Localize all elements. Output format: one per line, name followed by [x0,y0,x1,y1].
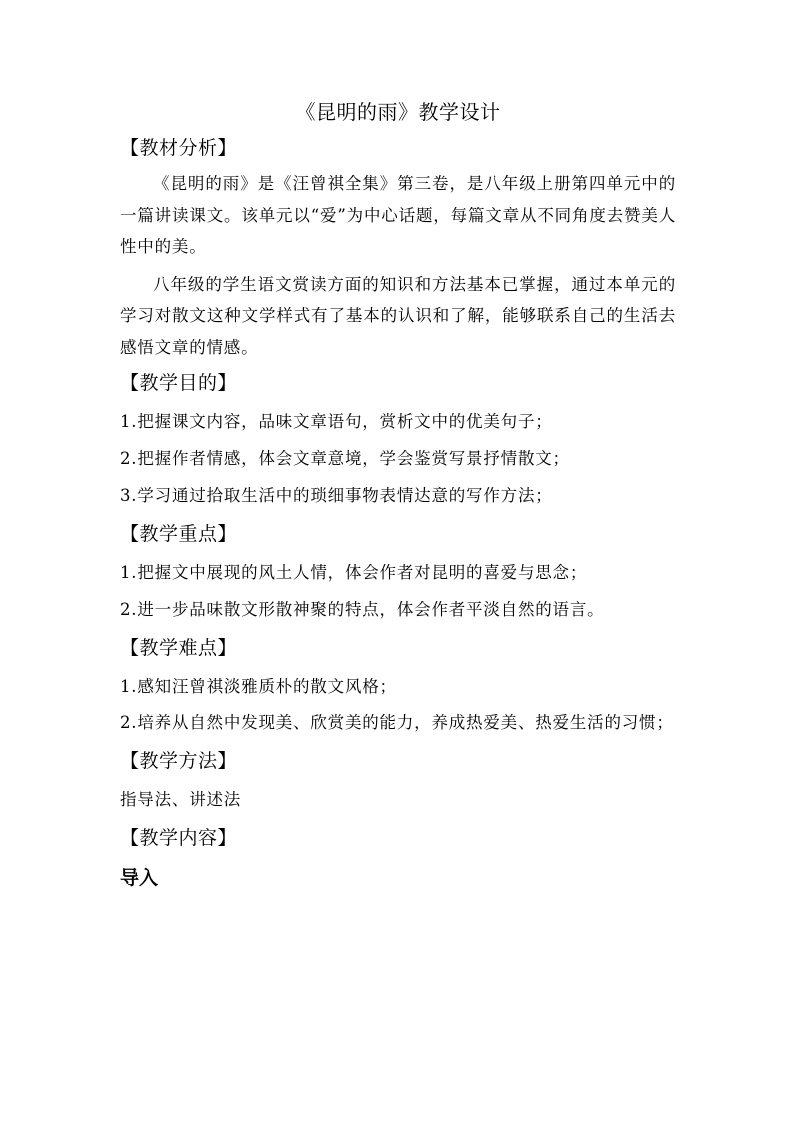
key-point-item-1: 1.把握文中展现的风土人情，体会作者对昆明的喜爱与思念； [120,563,588,582]
content-subheading-intro: 导入 [120,867,159,889]
key-point-item-2: 2.进一步品味散文形散神聚的特点，体会作者平淡自然的语言。 [120,600,605,619]
section-key-points [120,514,676,628]
methods-text: 指导法、讲述法 [120,790,242,809]
document-page [120,96,676,898]
section-heading-analysis: 【教材分析】 [120,137,238,159]
section-analysis [120,128,676,363]
difficulty-item-1: 1.感知汪曾祺淡雅质朴的散文风格； [120,677,397,696]
analysis-paragraph-1: 《昆明的雨》是《汪曾祺全集》第三卷，是八年级上册第四单元中的一篇讲读课文。该单元以“爱”为中心话题，每篇文章从不同角度去赞美人性中的美。 [120,174,676,256]
section-heading-content: 【教学内容】 [120,827,238,849]
section-content [120,818,676,898]
goal-item-3: 3.学习通过拾取生活中的琐细事物表情达意的写作方法； [120,486,553,505]
difficulty-item-2: 2.培养从自然中发现美、欣赏美的能力，养成热爱美、热爱生活的习惯； [120,713,674,732]
goal-item-2: 2.把握作者情感，体会文章意境，学会鉴赏写景抒情散文； [120,449,570,468]
section-methods [120,741,676,818]
section-heading-goals: 【教学目的】 [120,372,238,394]
section-goals [120,363,676,514]
analysis-paragraph-2: 八年级的学生语文赏读方面的知识和方法基本已掌握，通过本单元的学习对散文这种文学样式有了基本的认识和了解，能够联系自己的生活去感悟文章的情感。 [120,274,676,357]
section-heading-methods: 【教学方法】 [120,750,238,772]
section-heading-key-points: 【教学重点】 [120,523,238,545]
goal-item-1: 1.把握课文内容，品味文章语句，赏析文中的优美句子； [120,412,553,431]
section-difficulties [120,628,676,741]
section-heading-difficulties: 【教学难点】 [120,637,238,659]
document-title: 《昆明的雨》教学设计 [295,100,501,124]
